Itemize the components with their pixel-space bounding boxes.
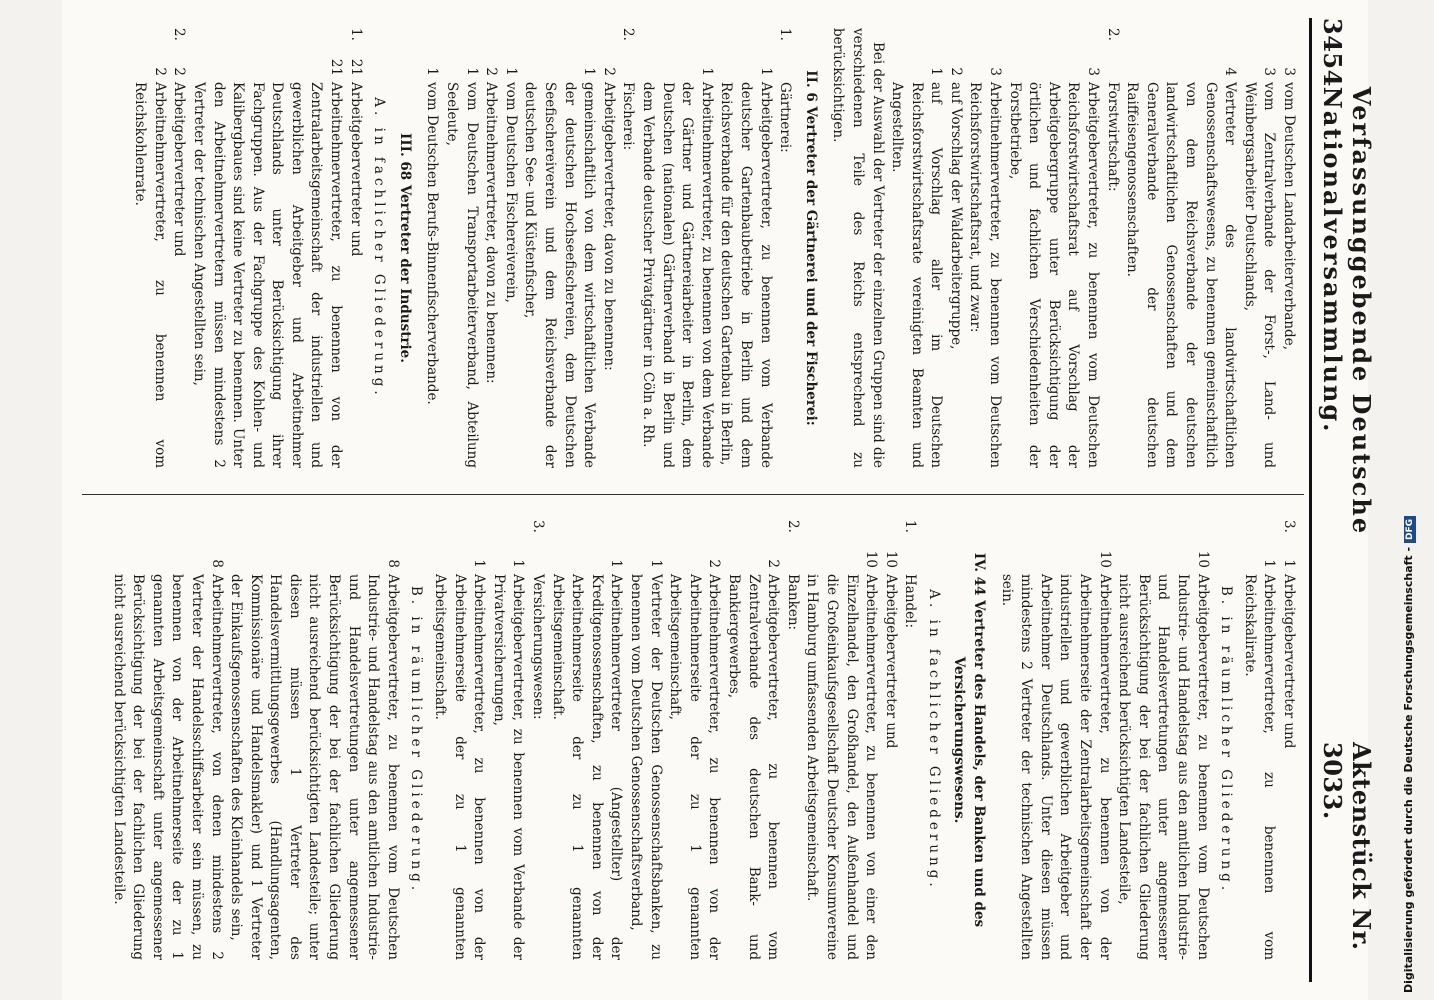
page-header bbox=[1318, 18, 1376, 982]
item-number bbox=[1004, 28, 1102, 54]
item-count: 1 bbox=[928, 67, 945, 76]
list-item bbox=[108, 520, 226, 960]
list-item bbox=[802, 520, 880, 960]
item-count: 1 bbox=[1261, 559, 1278, 568]
item-number bbox=[625, 520, 664, 546]
item-number bbox=[1278, 28, 1298, 54]
item-number: 3. bbox=[530, 520, 547, 533]
list-item bbox=[481, 28, 501, 468]
item-number: 1. bbox=[777, 28, 794, 41]
item-text: Arbeitgebervertreter und bbox=[347, 82, 364, 257]
list-item bbox=[520, 28, 598, 468]
item-number bbox=[130, 28, 169, 54]
list-item bbox=[1102, 28, 1122, 468]
item-number bbox=[1239, 28, 1278, 54]
list-item bbox=[965, 28, 1004, 468]
list-item bbox=[547, 520, 625, 960]
list-item bbox=[1239, 28, 1278, 468]
item-count: 1 bbox=[424, 67, 441, 76]
footer-text: Digitalisierung gefördert durch die Deutsche Forschungsgemeinschaft - bbox=[1402, 546, 1415, 993]
item-count: 10 bbox=[882, 550, 899, 568]
item-number: 2. bbox=[171, 28, 188, 41]
item-text: Arbeitgebervertreter, zu benennen vom Zentralverbande des deutschen Bank- und Bankiergewerbes, bbox=[725, 574, 782, 960]
subsection-heading: B. in räumlicher Gliederung. bbox=[1218, 585, 1235, 895]
item-count bbox=[1102, 54, 1122, 82]
subsection-heading: B. in räumlicher Gliederung. bbox=[408, 585, 425, 895]
item-text: Arbeitgebervertreter und bbox=[1281, 574, 1297, 749]
item-number bbox=[723, 520, 782, 546]
item-count: 1 bbox=[510, 559, 527, 568]
item-text: Arbeitnehmervertreter, zu benennen von der Arbeitnehmerseite der zu 1 genannten Arbeitsgemeinschaft. bbox=[432, 574, 488, 960]
item-number bbox=[802, 520, 880, 546]
list-item bbox=[488, 520, 527, 960]
list-item bbox=[1004, 28, 1102, 468]
document-number: Aktenstück Nr. 3033. bbox=[1318, 742, 1376, 951]
item-number bbox=[500, 28, 520, 54]
list-item bbox=[1122, 28, 1240, 468]
footer-note bbox=[1402, 3, 1422, 993]
item-text: Arbeitnehmervertreter, zu benennen von einer den Einzelhandel, den Großhandel, den Außenhandel und die Großeinkaufsgesellschaft Deutscher Konsumvereine in Hamburg umfassenden Arbeitsgemeinschaft. bbox=[804, 574, 880, 960]
page-title: Verfassunggebende Deutsche Nationalversammlung. bbox=[1318, 86, 1376, 536]
section-heading: II. 6 Vertreter der Gärtnerei und der Fischerei: bbox=[802, 70, 819, 426]
item-text: Forstwirtschaft: bbox=[1104, 82, 1121, 192]
item-count: 2 bbox=[483, 67, 500, 76]
item-count: 1 bbox=[647, 559, 664, 568]
item-count: 10 bbox=[863, 550, 880, 568]
item-text: Versicherungswesen: bbox=[530, 574, 547, 720]
item-number bbox=[1239, 520, 1278, 546]
list-item bbox=[887, 28, 946, 468]
item-number bbox=[880, 520, 900, 546]
item-text: Arbeitgebervertreter und bbox=[171, 82, 188, 257]
list-item bbox=[1239, 520, 1278, 960]
item-text: vom Zentralverbande der Forst-, Land- und Weinbergsarbeiter Deutschlands, bbox=[1241, 82, 1278, 468]
item-count: 1 bbox=[1281, 559, 1297, 568]
item-text: Arbeitnehmervertreter, davon zu benennen: bbox=[483, 82, 500, 384]
item-text: Arbeitgebervertreter, zu benennen vom Verbande deutscher Gartenbaubetriebe in Berlin und dem Reichsverbande für den deutschen Gartenbau in Berlin, bbox=[718, 82, 774, 468]
item-number bbox=[945, 28, 965, 54]
column-divider bbox=[82, 494, 1304, 495]
item-number bbox=[188, 28, 345, 54]
item-count: 4 bbox=[1222, 67, 1239, 76]
section-heading: III. 68 Vertreter der Industrie. bbox=[396, 133, 413, 363]
list-item bbox=[880, 520, 900, 960]
page-number: 3454 bbox=[1318, 18, 1347, 87]
item-text: Arbeitgebervertreter, zu benennen vom Deutschen Industrie- und Handelstag aus den amtlichen Industrie- und Handelsvertretungen unter angemessener Berücksichtigung der bei der fachlichen Gliederung nicht ausreichend berücksichtigten Landesteile, bbox=[1116, 574, 1211, 960]
item-number bbox=[481, 28, 501, 54]
item-text: Arbeitnehmervertreter, zu benennen vom Deutschen Reichsforstwirtschaftsrat, und zwar: bbox=[967, 82, 1004, 468]
item-text: Arbeitnehmervertreter, von denen mindestens 2 Vertreter der Handelsschiffsarbeiter sein müssen, zu benennen von der Arbeitnehmerseite der zu 1 genannten Arbeitsgemeinschaft unter angemessener Berücksichtigung der bei der fachlichen Gliederung nicht ausreichend berücksichtigten Landesteile. bbox=[110, 574, 225, 960]
paragraph: Bei der Auswahl der Vertreter der einzelnen Gruppen sind die verschiedenen Teile des Reichs entsprechend zu berücksichtigen. bbox=[830, 28, 886, 469]
item-text: Arbeitnehmervertreter, zu benennen vom Reichskalirate. bbox=[1241, 574, 1278, 960]
item-count bbox=[900, 546, 920, 574]
item-count: 1 bbox=[471, 559, 488, 568]
item-number: 1. bbox=[347, 28, 364, 41]
item-count: 2 bbox=[706, 559, 723, 568]
item-count: 3 bbox=[1281, 67, 1297, 76]
item-number bbox=[1122, 28, 1240, 54]
subsection-heading: A. in fachlicher Gliederung. bbox=[925, 589, 942, 891]
item-text: auf Vorschlag der Waldarbeitergruppe, bbox=[947, 82, 964, 350]
item-text: Vertreter des landwirtschaftlichen Genossenschaftswesens, zu benennen gemeinschaftlich von dem Reichsverbande der deutschen landwirtschaftlichen Genossenschaften und dem Generalverbande der deutschen Raiffeisengenossenschaften. bbox=[1124, 82, 1239, 468]
item-text: Arbeitnehmervertreter, zu benennen von der Arbeitnehmerseite der Zentralarbeitsgemeinschaft der industriellen und gewerblichen Arbeitgeber und Arbeitnehmer Deutschlands. Unter diesen müssen mindestens 2 Vertreter der technischen Angestellten sein. bbox=[998, 574, 1113, 960]
list-item bbox=[996, 520, 1114, 960]
item-text: Arbeitnehmervertreter, zu benennen von der Arbeitnehmerseite der zu 1 genannten Arbeitsgemeinschaft, bbox=[667, 574, 723, 960]
list-item bbox=[226, 520, 402, 960]
item-count bbox=[775, 54, 795, 82]
list-item bbox=[169, 28, 189, 468]
subsection-heading: A. in fachlicher Gliederung. bbox=[371, 97, 388, 399]
list-item bbox=[1278, 520, 1298, 960]
item-number bbox=[598, 28, 618, 54]
list-item bbox=[1114, 520, 1212, 960]
item-text: Arbeitgebervertreter, zu benennen vom Deutschen Reichsforstwirtschaftsrat auf Vorschlag der Arbeitgebergruppe unter Berücksichtigung der örtlichen und fachlichen Verschiedenheiten der Forstbetriebe, bbox=[1006, 82, 1102, 468]
list-item bbox=[422, 28, 442, 468]
item-text: Arbeitnehmervertreter, zu benennen von der Zentralarbeitsgemeinschaft der industriellen und gewerblichen Arbeitgeber und Arbeitnehmer Deutschlands unter Berücksichtigung ihrer Fachgruppen. Aus der Fachgruppe des Kohlen- und Kalibergbaues sind keine Vertreter zu benennen. Unter den Arbeitnehmervertretern müssen mindestens 2 Vertreter der technischen Angestellten sein, bbox=[190, 82, 345, 468]
item-text: Vertreter der Deutschen Genossenschaftsbanken, zu benennen vom Deutschen Genossenschaftsverband, bbox=[628, 574, 664, 960]
item-text: vom Deutschen Fischereiverein, bbox=[502, 82, 519, 303]
item-number bbox=[665, 520, 724, 546]
item-count bbox=[782, 546, 802, 574]
item-count: 10 bbox=[1194, 550, 1211, 568]
list-item bbox=[1278, 28, 1298, 468]
item-text: Arbeitgebervertreter, davon zu benennen: bbox=[600, 82, 617, 371]
item-count: 1 bbox=[581, 67, 598, 76]
item-count: 3 bbox=[1261, 67, 1278, 76]
list-item bbox=[441, 28, 480, 468]
item-number bbox=[716, 28, 775, 54]
item-count: 10 bbox=[1096, 550, 1113, 568]
list-item bbox=[188, 28, 345, 468]
item-count: 2 bbox=[171, 67, 188, 76]
item-text: vom Deutschen Berufs-Binnenfischerverbande. bbox=[424, 82, 441, 405]
item-count: 8 bbox=[384, 559, 401, 568]
item-number bbox=[996, 520, 1114, 546]
item-count: 8 bbox=[208, 559, 225, 568]
item-text: Banken: bbox=[784, 574, 801, 631]
item-count: 1 bbox=[608, 559, 625, 568]
item-text: vom Deutschen Landarbeiterverbande, bbox=[1281, 82, 1297, 350]
item-number bbox=[441, 28, 480, 54]
item-number bbox=[108, 520, 226, 546]
list-item bbox=[723, 520, 782, 960]
item-count: 1 bbox=[502, 67, 519, 76]
item-text: Fischerei: bbox=[620, 82, 637, 151]
item-number bbox=[422, 28, 442, 54]
item-text: Handel: bbox=[902, 574, 919, 629]
item-count bbox=[527, 546, 547, 574]
item-count: 21 bbox=[347, 58, 364, 76]
item-count: 1 bbox=[463, 67, 480, 76]
item-text: Arbeitnehmervertreter, zu benennen von dem Verbande der Gärtner und Gärtnereiarbeiter in Berlin, dem Deutschen (nationalen) Gärtnerverband in Berlin und dem Verbande deutscher Privatgärtner in Cöln a. Rh. bbox=[640, 82, 715, 468]
list-item bbox=[625, 520, 664, 960]
item-text: vom Deutschen Transportarbeiterverband, Abteilung Seeleute, bbox=[444, 82, 480, 468]
item-number bbox=[226, 520, 402, 546]
item-count: 2 bbox=[600, 67, 617, 76]
item-number bbox=[965, 28, 1004, 54]
list-item bbox=[637, 28, 715, 468]
item-number bbox=[547, 520, 625, 546]
item-number: 2. bbox=[1104, 28, 1121, 41]
item-text: Arbeitgebervertreter, zu benennen vom Verbande der Privatversicherungen, bbox=[490, 574, 527, 960]
item-count: 2 bbox=[151, 67, 168, 76]
item-count: 3 bbox=[1085, 67, 1102, 76]
item-text: gemeinschaftlich von dem wirtschaftlichen Verbande der deutschen Hochseefischereien, dem Deutschen Seefischereiverein und dem Reichsverbande der deutschen See- und Küstenfischer, bbox=[522, 82, 598, 468]
item-text: Gärtnerei: bbox=[777, 82, 794, 153]
list-item bbox=[716, 28, 775, 468]
list-item bbox=[130, 28, 169, 468]
item-text: Arbeitgebervertreter, zu benennen vom Deutschen Industrie- und Handelstag aus den amtlichen Industrie- und Handelsvertretungen unter angemessener Berücksichtigung der bei der fachlichen Gliederung nicht ausreichend berücksichtigten Landesteile; unter diesen müssen 1 Vertreter des Handelsvermittlungsgewerbes (Handlungsagenten, Kommissionäre und Handelsmakler) und 1 Vertreter der Einkaufsgenossenschaften des Kleinhandels sein, bbox=[228, 574, 401, 960]
footer-strip bbox=[1395, 0, 1429, 1000]
left-column bbox=[130, 28, 1298, 468]
item-number bbox=[488, 520, 527, 546]
item-number: 1. bbox=[902, 520, 919, 533]
right-column bbox=[108, 520, 1298, 960]
header-rule bbox=[1309, 18, 1312, 982]
list-item bbox=[945, 28, 965, 468]
list-item bbox=[429, 520, 488, 960]
item-number bbox=[1114, 520, 1212, 546]
item-text: auf Vorschlag aller im Deutschen Reichsforstwirtschaftsrate vereinigten Beamten und Angestellten. bbox=[889, 82, 945, 468]
list-item bbox=[782, 520, 802, 960]
item-count: 2 bbox=[765, 559, 782, 568]
item-number bbox=[887, 28, 946, 54]
list-item bbox=[900, 520, 920, 960]
item-count: 1 bbox=[698, 67, 715, 76]
item-text: Arbeitnehmervertreter, zu benennen vom Reichskohlenrate. bbox=[132, 82, 168, 468]
item-number: 3. bbox=[1281, 520, 1297, 533]
item-count: 1 bbox=[757, 67, 774, 76]
item-count: 21 bbox=[328, 58, 345, 76]
list-item bbox=[527, 520, 547, 960]
item-number bbox=[429, 520, 488, 546]
item-count: 3 bbox=[987, 67, 1004, 76]
item-number: 2. bbox=[620, 28, 637, 41]
item-text: Arbeitgebervertreter und bbox=[882, 574, 899, 749]
list-item bbox=[598, 28, 618, 468]
item-count: 2 bbox=[947, 67, 964, 76]
item-count bbox=[618, 54, 638, 82]
list-item bbox=[618, 28, 638, 468]
item-number bbox=[520, 28, 598, 54]
list-item bbox=[500, 28, 520, 468]
dfg-logo: DFG bbox=[1404, 516, 1416, 543]
item-number: 2. bbox=[784, 520, 801, 533]
list-item bbox=[665, 520, 724, 960]
list-item bbox=[775, 28, 795, 468]
list-item bbox=[345, 28, 365, 468]
section-heading: IV. 44 Vertreter des Handels, der Banken und des Versicherungswesens. bbox=[951, 552, 988, 928]
scanned-page bbox=[62, 0, 1376, 1000]
item-text: Arbeitnehmervertreter (Angestellter) der Kreditgenossenschaften, zu benennen von der Arbeitnehmerseite der zu 1 genannten Arbeitsgemeinschaft. bbox=[549, 574, 625, 960]
item-number bbox=[637, 28, 715, 54]
